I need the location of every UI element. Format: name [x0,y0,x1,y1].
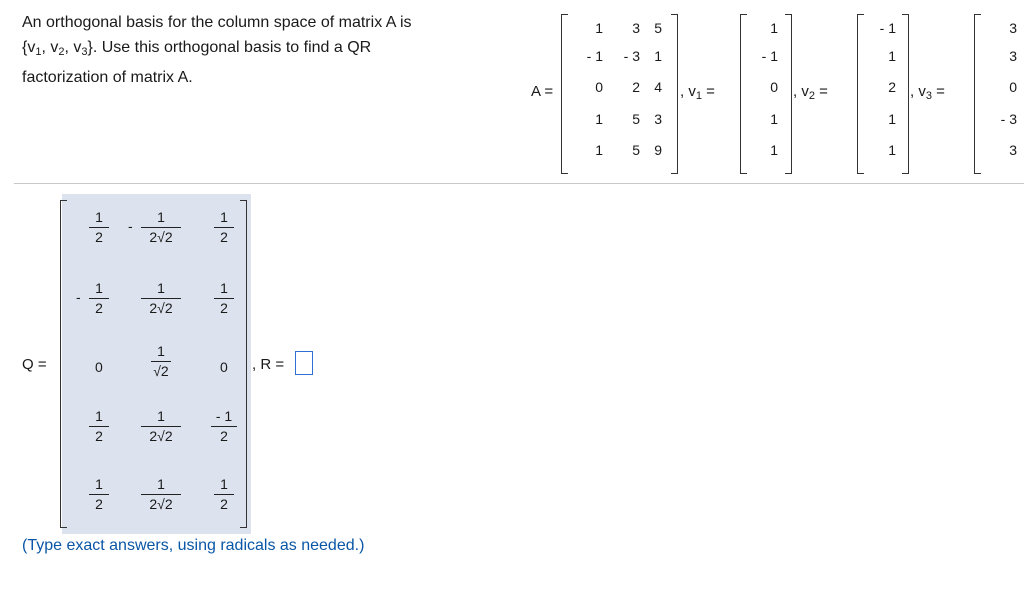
v3-symbol: $v_3$ [73,39,88,58]
matrix-q-fraction: 1 2 [89,280,109,317]
section-divider [14,183,1024,184]
v1-symbol: $v_1$ [27,39,42,58]
v3-cell: 3 [1009,142,1017,158]
matrix-a-cell: 0 [595,79,603,95]
matrix-a-cell: 3 [654,111,662,127]
answer-format-hint: (Type exact answers, using radicals as needed.) [22,537,365,554]
prompt-line-1: An orthogonal basis for the column space of matrix A is [22,14,412,31]
matrix-a-cell: 5 [654,20,662,36]
v1-cell: - 1 [761,48,778,64]
matrix-q-fraction: 1 2√2 [141,280,181,317]
matrix-q-left-bracket [60,200,67,528]
matrix-q-minus-sign: - [128,218,133,234]
matrix-q-fraction: 1 2 [89,408,109,445]
prompt-line-2-rest: . Use this orthogonal basis to find a QR [92,39,372,56]
matrix-a-cell: - 3 [623,48,640,64]
prompt-line-3: factorization of matrix A. [22,69,193,86]
v2-cell: 2 [888,79,896,95]
matrix-a-cell: 9 [654,142,662,158]
matrix-a-cell: 3 [632,20,640,36]
v1-cell: 1 [770,20,778,36]
matrix-q-fraction: - 1 2 [211,408,237,445]
set-open-brace: { [22,39,28,56]
v1-cell: 1 [770,142,778,158]
v1-right-bracket [785,14,792,174]
v2-symbol: $v_2$ [50,39,65,58]
v2-cell: 1 [888,142,896,158]
v2-cell: 1 [888,111,896,127]
matrix-a-cell: - 1 [586,48,603,64]
v2-cell: - 1 [879,20,896,36]
v2-label: , $v_2$ = [793,83,828,102]
matrix-q-fraction: 1 √2 [151,343,171,380]
matrix-r-label: , R = [252,356,285,373]
matrix-q-minus-sign: - [76,289,81,305]
set-close-brace: } [87,39,93,56]
matrix-q-label: Q = [22,356,47,373]
matrix-q-right-bracket [240,200,247,528]
v2-cell: 1 [888,48,896,64]
v3-cell: 3 [1009,20,1017,36]
v2-right-bracket [902,14,909,174]
v1-cell: 1 [770,111,778,127]
matrix-a-cell: 1 [654,48,662,64]
matrix-a-cell: 4 [654,79,662,95]
v3-cell: 0 [1009,79,1017,95]
v3-cell: 3 [1009,48,1017,64]
matrix-q-fraction: 1 2√2 [141,209,181,246]
v3-label: , $v_3$ = [910,83,945,102]
v3-cell: - 3 [1000,111,1017,127]
matrix-a-cell: 5 [632,142,640,158]
matrix-a-cell: 2 [632,79,640,95]
v1-cell: 0 [770,79,778,95]
matrix-a-right-bracket [671,14,678,174]
question-prompt [22,10,492,90]
v3-left-bracket [974,14,981,174]
matrix-q-cell: 0 [95,359,103,375]
matrix-a-cell: 1 [595,111,603,127]
matrix-r-answer-input[interactable] [295,351,313,375]
matrix-a-cell: 5 [632,111,640,127]
v1-left-bracket [740,14,747,174]
prompt-line-2: {$v_1$, $v_2$, $v_3$}. Use this orthogonal basis to find a QR [22,39,372,58]
v2-left-bracket [857,14,864,174]
matrix-a-cell: 1 [595,20,603,36]
matrix-a-cell: 1 [595,142,603,158]
matrix-q-fraction: 1 2 [89,476,109,513]
matrix-q-fraction: 1 2 [214,209,234,246]
matrix-q-fraction: 1 2 [214,476,234,513]
matrix-q-fraction: 1 2√2 [141,476,181,513]
matrix-a-left-bracket [561,14,568,174]
matrix-q-fraction: 1 2√2 [141,408,181,445]
matrix-q-fraction: 1 2 [89,209,109,246]
matrix-q-fraction: 1 2 [214,280,234,317]
matrix-q-cell: 0 [220,359,228,375]
matrix-a-label: A = [531,83,554,100]
v1-label: , $v_1$ = [680,83,715,102]
